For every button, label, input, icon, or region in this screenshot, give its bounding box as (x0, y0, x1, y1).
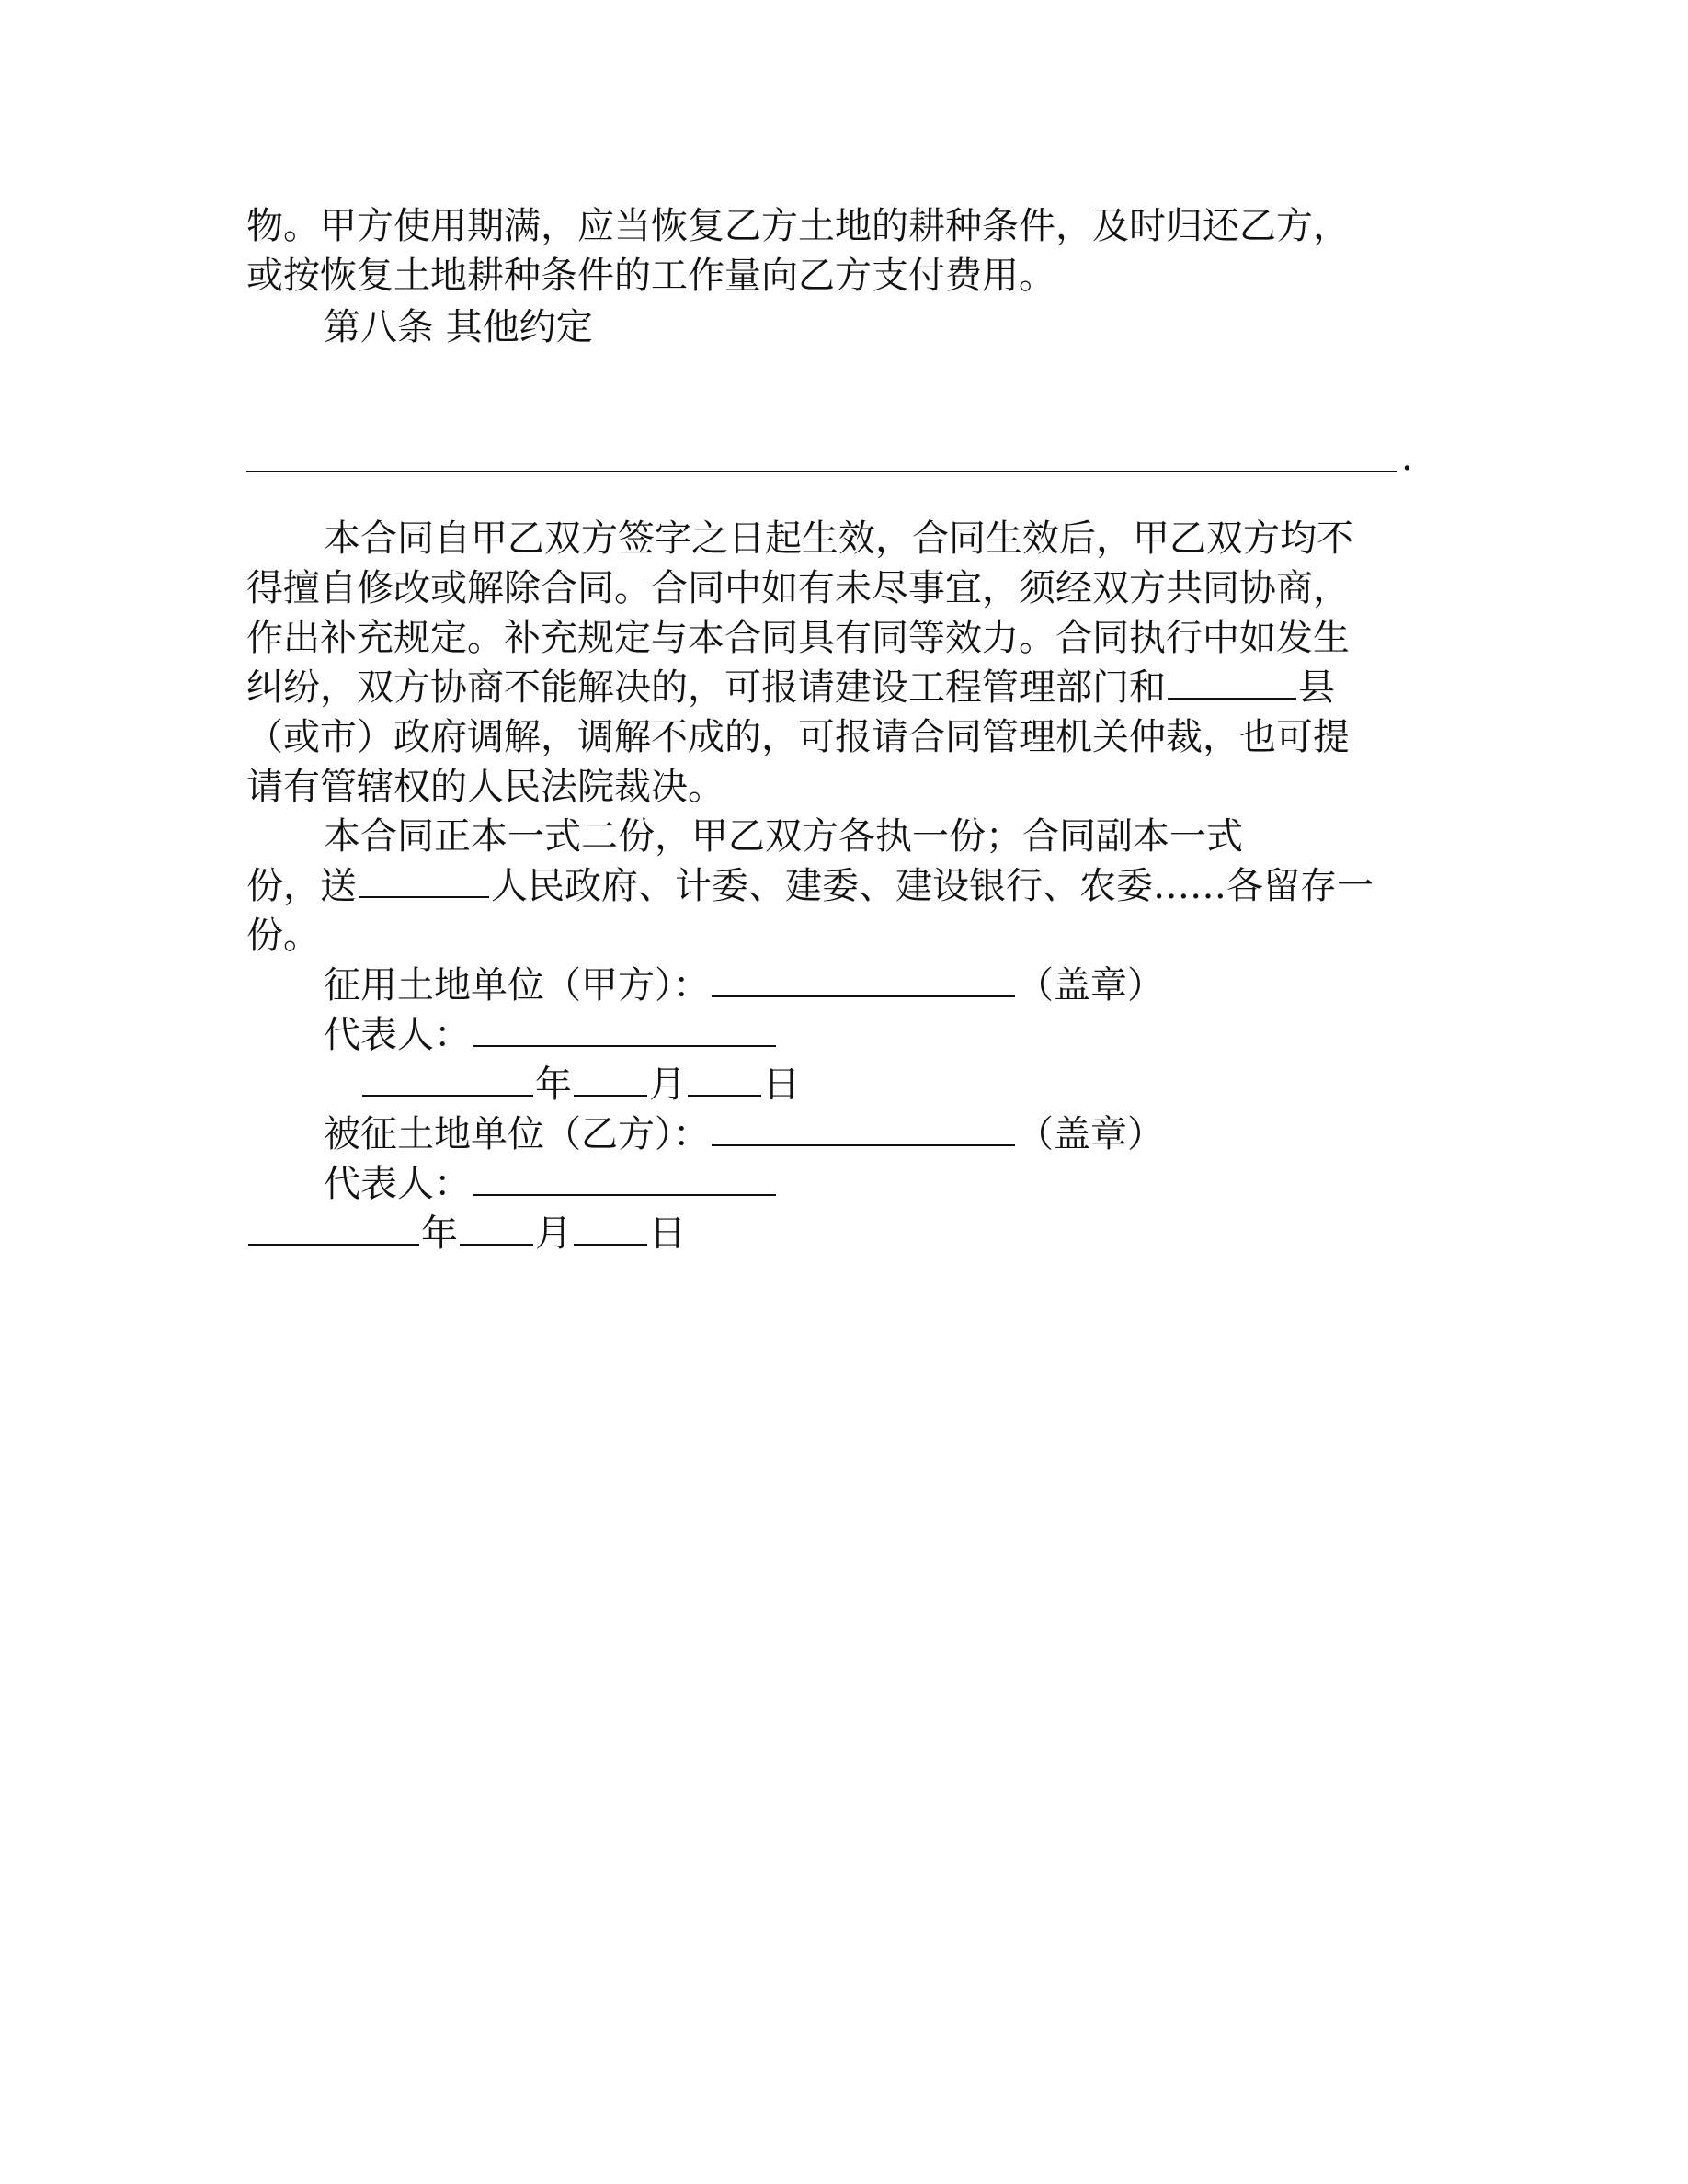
representative-label: 代表人： (324, 1163, 471, 1205)
text-line: 请有管辖权的人民法院裁决。 (246, 766, 724, 808)
day-blank (688, 1060, 761, 1097)
signature-line-party-a (324, 960, 1164, 1011)
party-b-label: 被征土地单位（乙方）： (324, 1113, 710, 1155)
text-line: 得擅自修改或解除合同。合同中如有未尽事宜，须经双方共同协商， (246, 567, 1350, 609)
representative-b-blank (473, 1159, 776, 1196)
text-line: 作出补充规定。补充规定与本合同具有同等效力。合同执行中如发生 (246, 617, 1350, 659)
text-line: 或按恢复土地耕种条件的工作量向乙方支付费用。 (246, 255, 1055, 297)
article-heading: 第八条 其他约定 (324, 306, 593, 348)
day-blank (574, 1209, 647, 1246)
text-line: （或市）政府调解，调解不成的，可报请合同管理机关仲裁，也可提 (246, 716, 1350, 758)
representative-label: 代表人： (324, 1014, 471, 1056)
month-blank (574, 1060, 647, 1097)
month-label: 月 (535, 1212, 572, 1255)
day-label: 日 (649, 1212, 686, 1255)
text-line: 本合同自甲乙双方签字之日起生效，合同生效后，甲乙双方均不 (324, 518, 1353, 560)
party-b-blank (712, 1109, 1015, 1146)
party-a-blank (712, 961, 1015, 997)
date-line-a (360, 1059, 800, 1110)
date-line-b (246, 1208, 686, 1259)
month-label: 月 (649, 1064, 686, 1106)
county-blank (1168, 663, 1296, 700)
day-label: 日 (763, 1064, 800, 1106)
representative-line-a (324, 1009, 778, 1061)
text-segment: 县 (1298, 666, 1335, 709)
month-blank (460, 1209, 533, 1246)
text-line (246, 662, 1335, 713)
seal-label: （盖章） (1017, 964, 1164, 1007)
text-segment: 人民政府、计委、建委、建设银行、农委……各留存一 (491, 865, 1374, 907)
text-segment: 纠纷，双方协商不能解决的，可报请建设工程管理部门和 (246, 666, 1166, 709)
signature-line-party-b (324, 1109, 1164, 1160)
year-label: 年 (535, 1064, 572, 1106)
party-a-label: 征用土地单位（甲方）： (324, 964, 710, 1007)
blank-fill-rule (246, 471, 1397, 472)
rule-end-mark: . (1401, 437, 1413, 479)
representative-a-blank (473, 1010, 776, 1047)
seal-label: （盖章） (1017, 1113, 1164, 1155)
year-blank (362, 1060, 533, 1097)
year-label: 年 (421, 1212, 458, 1255)
text-line: 份。 (246, 915, 320, 957)
text-line: 本合同正本一式二份，甲乙双方各执一份；合同副本一式 (324, 815, 1243, 858)
text-segment: 份，送 (246, 865, 357, 907)
year-blank (248, 1209, 419, 1246)
representative-line-b (324, 1158, 778, 1210)
government-blank (359, 861, 489, 898)
text-line: 物。甲方使用期满，应当恢复乙方土地的耕种条件，及时归还乙方， (246, 205, 1350, 247)
text-line (246, 860, 1374, 912)
